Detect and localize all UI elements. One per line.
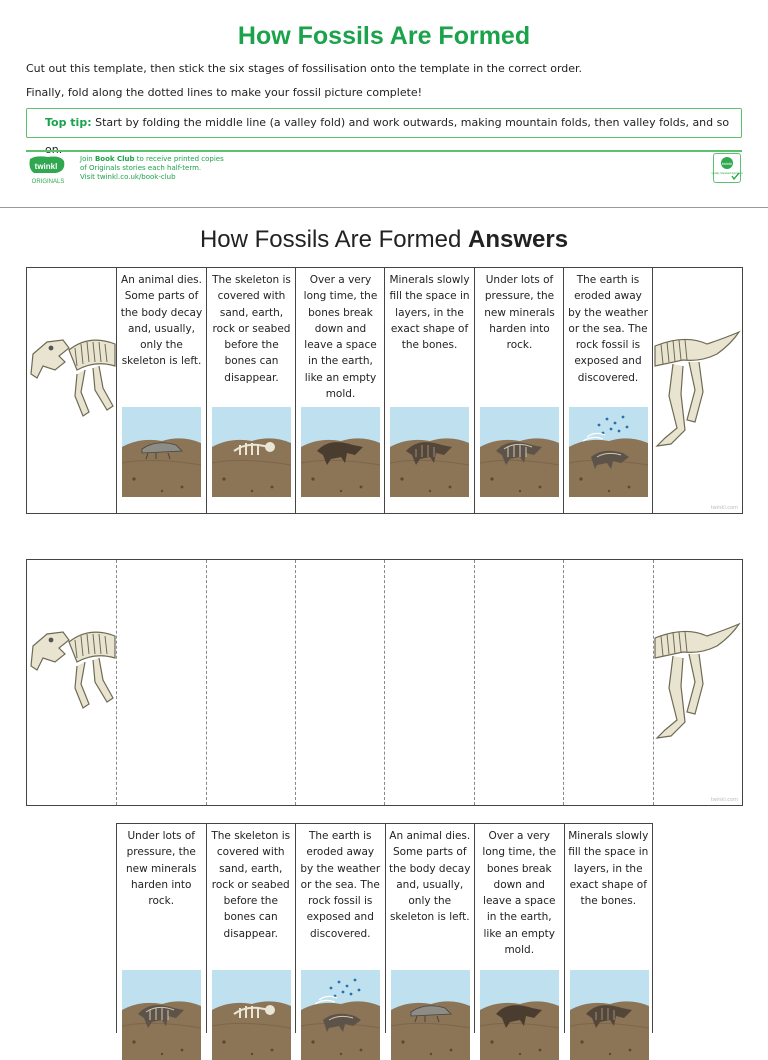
watermark: twinkl.com (710, 797, 738, 803)
stage-card[interactable] (385, 824, 475, 1033)
stage-illustration (480, 970, 559, 1060)
club-name: Book Club (94, 155, 135, 163)
dinosaur-skeleton-left-icon (29, 618, 117, 712)
stage-illustration (480, 407, 559, 497)
fossil-scene-skeleton-icon (212, 970, 291, 1060)
quality-badge-icon (713, 153, 741, 183)
stage-illustration (391, 970, 470, 1060)
stage-illustration (569, 407, 648, 497)
dinosaur-skeleton-right-icon (655, 330, 741, 460)
stage-card[interactable] (384, 268, 474, 513)
stage-card[interactable] (116, 268, 206, 513)
stage-card[interactable] (116, 824, 206, 1033)
fold-line (116, 560, 117, 805)
club-line-2: of Originals stories each half-term. (80, 164, 202, 172)
fossil-scene-rock-icon (480, 407, 559, 497)
fossil-scene-eroded-icon (569, 407, 648, 497)
stage-text: Over a very long time, the bones break down and leave a space in the earth, like an empty mold. (482, 830, 557, 957)
stage-illustration (122, 407, 201, 497)
book-club-info (80, 155, 224, 182)
fold-line (563, 560, 564, 805)
template-panel (26, 559, 743, 806)
twinkl-originals-logo (26, 155, 70, 187)
top-tip-box (26, 108, 742, 138)
club-post: to receive printed copies (134, 155, 224, 163)
stage-text: The skeleton is covered with sand, earth, rock or seabed before the bones can disappear. (211, 830, 291, 940)
club-url[interactable]: Visit twinkl.co.uk/book-club (80, 173, 176, 181)
stage-text: Under lots of pressure, the new minerals harden into rock. (484, 274, 555, 352)
stage-card[interactable] (295, 268, 385, 513)
stage-card[interactable] (474, 824, 564, 1033)
dinosaur-skeleton-left-icon (29, 326, 117, 420)
fold-line (206, 560, 207, 805)
stage-card[interactable] (206, 268, 296, 513)
badge-text-top: twinkl (721, 161, 733, 166)
fold-line (384, 560, 385, 805)
instruction-line-2: Finally, fold along the dotted lines to make your fossil picture complete! (26, 86, 423, 99)
stage-text: Minerals slowly fill the space in layers, in the exact shape of the bones. (389, 274, 470, 352)
fossil-scene-dead-icon (122, 407, 201, 497)
fold-line (474, 560, 475, 805)
stage-text: Under lots of pressure, the new minerals harden into rock. (126, 830, 197, 908)
fossil-scene-skeleton-icon (212, 407, 291, 497)
fossil-scene-rock-icon (122, 970, 201, 1060)
stage-illustration (301, 970, 380, 1060)
fold-line (295, 560, 296, 805)
stage-card[interactable] (295, 824, 385, 1033)
stage-text: Over a very long time, the bones break down and leave a space in the earth, like an empty mold. (303, 274, 378, 401)
stage-text: Minerals slowly fill the space in layers, in the exact shape of the bones. (568, 830, 649, 908)
stage-illustration (212, 970, 291, 1060)
page-title: How Fossils Are Formed (237, 22, 531, 50)
answers-title-plain: How Fossils Are Formed (199, 226, 469, 253)
stage-card[interactable] (474, 268, 564, 513)
answers-panel (26, 267, 743, 514)
fold-line (653, 560, 654, 805)
stage-card[interactable] (564, 824, 654, 1033)
fossil-scene-mold-icon (301, 407, 380, 497)
watermark: twinkl.com (710, 505, 738, 511)
logo-subtext: ORIGINALS (31, 179, 65, 185)
top-tip-label: Top tip: (45, 116, 92, 129)
stage-illustration (212, 407, 291, 497)
answers-title-bold: Answers (468, 226, 569, 253)
stage-text: An animal dies. Some parts of the body decay and, usually, only the skeleton is left. (389, 830, 471, 924)
stage-text: An animal dies. Some parts of the body decay and, usually, only the skeleton is left. (120, 274, 203, 368)
green-divider (26, 150, 742, 152)
logo-text: twinkl (34, 162, 58, 171)
cut-line (0, 207, 768, 208)
stage-text: The skeleton is covered with sand, earth, rock or seabed before the bones can disappear. (212, 274, 291, 384)
stage-illustration (390, 407, 469, 497)
fossil-scene-mold-icon (480, 970, 559, 1060)
answers-title (0, 226, 768, 254)
stage-card[interactable] (206, 824, 296, 1033)
fossil-scene-mineral-icon (570, 970, 649, 1060)
fossil-scene-dead-icon (391, 970, 470, 1060)
stage-text: The earth is eroded away by the weather or the sea. The rock fossil is exposed and discovered. (300, 830, 381, 940)
top-tip-text: Start by folding the middle line (a valley fold) and work outwards, making mountain folds, then valley folds, and so (95, 116, 730, 129)
stage-illustration (570, 970, 649, 1060)
stage-card[interactable] (563, 268, 653, 513)
dinosaur-skeleton-right-icon (655, 622, 741, 752)
cutout-strip (116, 823, 653, 1033)
fossil-scene-mineral-icon (390, 407, 469, 497)
stage-illustration (122, 970, 201, 1060)
instruction-line-1: Cut out this template, then stick the six stages of fossilisation onto the template in the correct order. (26, 62, 583, 75)
stage-text: The earth is eroded away by the weather or the sea. The rock fossil is exposed and discovered. (568, 274, 648, 384)
stage-illustration (301, 407, 380, 497)
badge-text: Quality Standard Approved (711, 172, 743, 175)
fossil-scene-eroded-icon (301, 970, 380, 1060)
club-pre: Join (80, 155, 95, 163)
